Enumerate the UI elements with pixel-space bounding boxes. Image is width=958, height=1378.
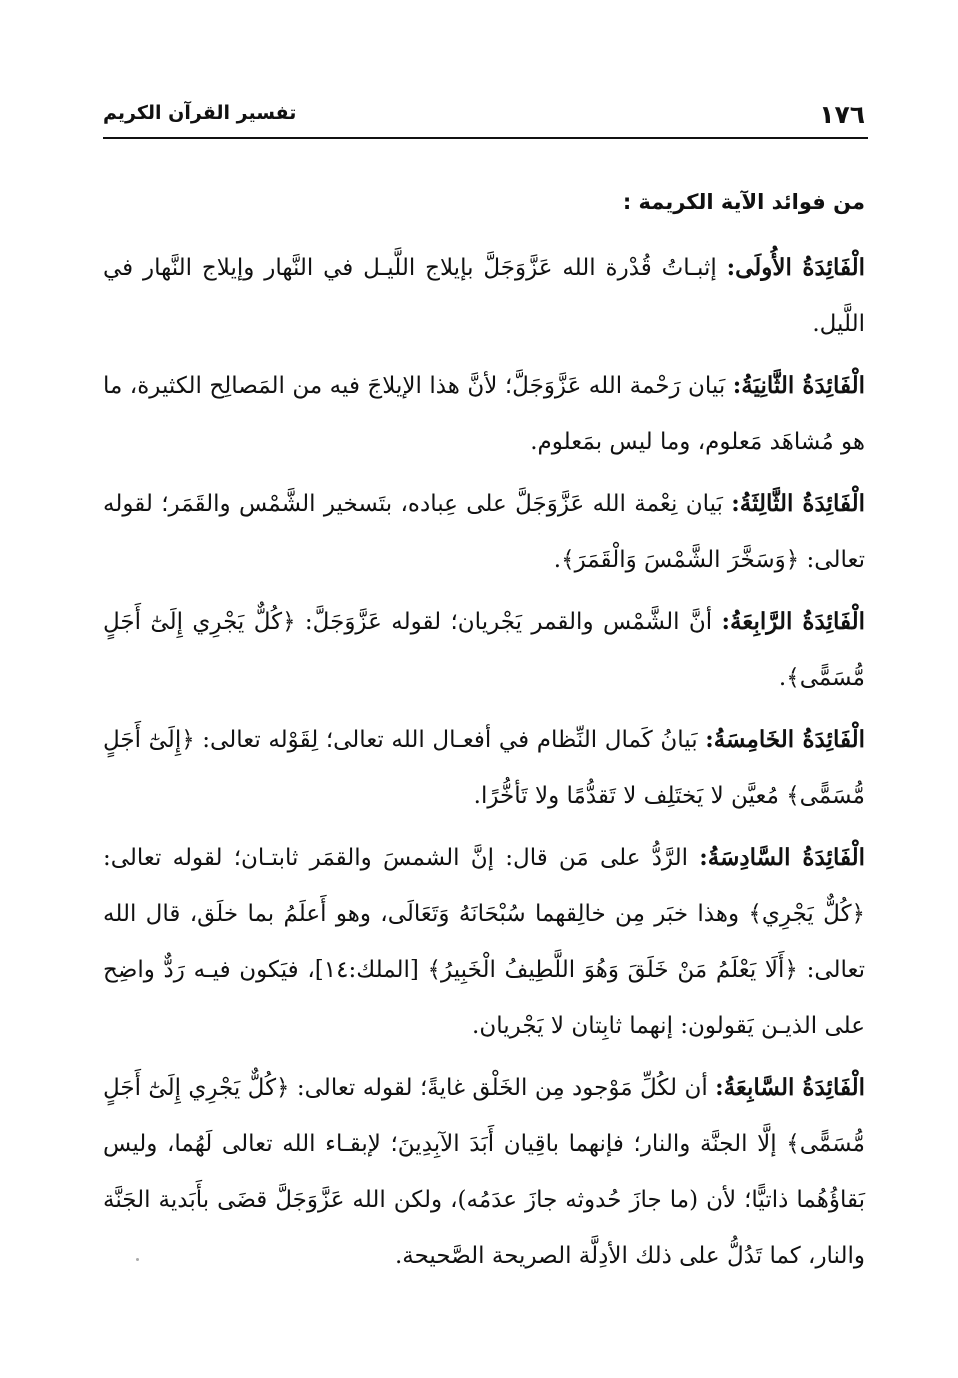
benefit-paragraph-4 xyxy=(103,594,865,706)
page-content xyxy=(103,180,865,1290)
benefit-paragraph-6 xyxy=(103,830,865,1054)
benefit-text: أن لكُلِّ مَوْجود مِن الخَلْق غايةً؛ لقوله تعالى: ﴿كُلٌّ يَجْرِي إِلَىٰٓ أَجَلٍ مُّسَمًّى﴾ إلَّا الجنَّة والنار؛ فإنهما باقِيان أَبَدَ الآبِدِينَ؛ لإبقـاء الله تعالى لَهُما، وليس بَقاؤُهُما ذاتيًّا؛ لأن (ما جازَ حُدوثه جازَ عدَمُه)، ولكن الله عَزَّوَجَلَّ قضَى بأَبَدية الجَنَّة والنار، كما تَدُلُّ على ذلك الأدِلَّة الصريحة الصَّحيحة. xyxy=(103,1075,865,1269)
page-number: ١٧٦ xyxy=(819,100,865,129)
benefit-text: أنَّ الشَّمْس والقمر يَجْريان؛ لقوله عَزَّوَجَلَّ: ﴿كُلٌّ يَجْرِي إِلَىٰٓ أَجَلٍ مُّسَمًّى﴾. xyxy=(103,609,865,691)
benefit-label: الْفَائِدَةُ الثَّالِثَةُ: xyxy=(731,490,865,517)
benefit-label: الْفَائِدَةُ الخَامِسَةُ: xyxy=(705,726,866,753)
scan-speck xyxy=(136,1258,139,1261)
benefit-text: الرَّدُّ على مَن قال: إنَّ الشمسَ والقمَر ثابتـان؛ لقوله تعالى: ﴿كُلٌّ يَجْرِي﴾ وهذا خبَر مِن خالِقهما سُبْحَانَهُ وَتَعَالَى، وهو أَعلَمُ بما خلَق، قال الله تعالى: ﴿أَلَا يَعْلَمُ مَنْ خَلَقَ وَهُوَ اللَّطِيفُ الْخَبِيرُ﴾ [الملك:١٤]، فيَكون فيـه رَدٌّ واضِح على الذيـن يَقولون: إنهما ثابِتان لا يَجْريان. xyxy=(103,845,866,1039)
benefit-text: بَيان رَحْمة الله عَزَّوَجَلَّ؛ لأنَّ هذا الإيلاجَ فيه من المَصالِح الكثيرة، ما هو مُشاهَد مَعلوم، وما ليس بمَعلوم. xyxy=(103,373,865,455)
benefit-paragraph-2 xyxy=(103,358,865,470)
page-header xyxy=(103,98,865,138)
benefit-paragraph-5 xyxy=(103,712,865,824)
benefit-label: الْفَائِدَةُ الثَّانِيَةُ: xyxy=(732,372,865,399)
header-divider xyxy=(103,137,868,139)
benefit-paragraph-7 xyxy=(103,1060,865,1284)
benefit-label: الْفَائِدَةُ الرَّابِعَةُ: xyxy=(721,608,865,635)
benefit-paragraph-1 xyxy=(103,240,865,352)
book-title: تفسير القرآن الكريم xyxy=(103,102,297,124)
benefit-label: الْفَائِدَةُ السَّابِعَةُ: xyxy=(715,1074,865,1101)
section-heading: من فوائد الآية الكريمة : xyxy=(622,190,865,214)
benefit-label: الْفَائِدَةُ السَّادِسَةُ: xyxy=(699,844,865,871)
benefit-text: إثبـاتُ قُدْرة الله عَزَّوَجَلَّ بإيلاج اللَّيـل في النَّهار وإيلاج النَّهار في اللَّيل. xyxy=(103,255,865,337)
benefit-paragraph-3 xyxy=(103,476,865,588)
benefit-text: بَيانُ كَمال النِّظام في أفعـال الله تعالى؛ لِقَوْله تعالى: ﴿إِلَىٰٓ أَجَلٍ مُّسَمًّى﴾ مُعيَّن لا يَختَلِف لا تَقدُّمًا ولا تَأخُّرًا. xyxy=(103,727,865,809)
benefit-label: الْفَائِدَةُ الأُولَى: xyxy=(726,254,865,281)
benefit-text: بَيان نِعْمة الله عَزَّوَجَلَّ على عِباده، بتَسخير الشَّمْس والقَمَر؛ لقوله تعالى: ﴿وَسَخَّرَ الشَّمْسَ وَالْقَمَرَ﴾. xyxy=(103,491,865,573)
